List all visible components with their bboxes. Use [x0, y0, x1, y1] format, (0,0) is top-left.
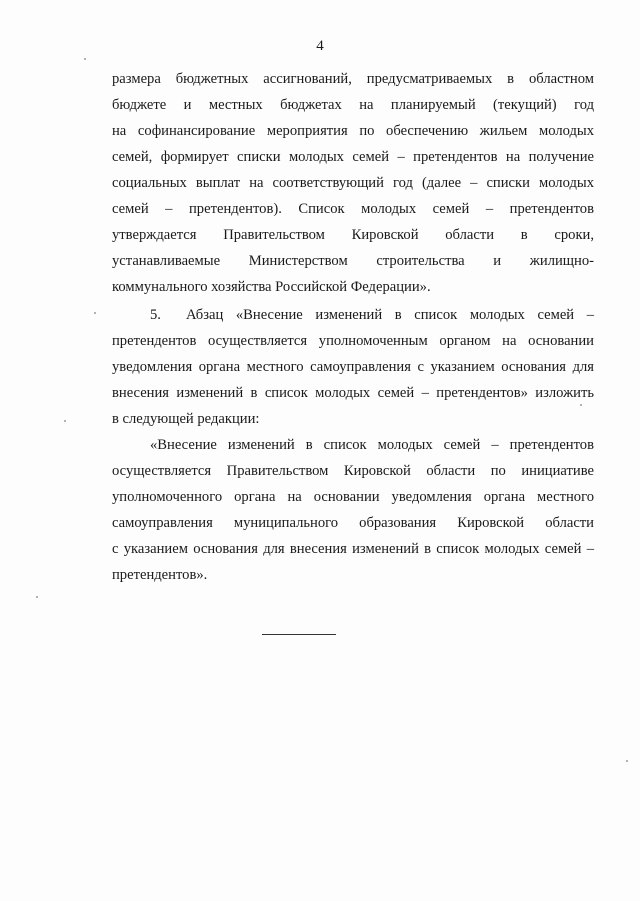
item-5-line: уведомления органа местного самоуправления с указанием основания для	[112, 359, 594, 375]
scan-speck	[94, 312, 96, 314]
quote-line: уполномоченного органа на основании уведомления органа местного	[112, 489, 594, 505]
paragraph-line: бюджете и местных бюджетах на планируемый (текущий) год	[112, 97, 594, 113]
page-number: 4	[316, 38, 324, 54]
item-5-heading-text: Абзац «Внесение изменений в список молодых семей –	[186, 307, 594, 323]
paragraph-line: утверждается Правительством Кировской области в сроки,	[112, 227, 594, 243]
paragraph-line: социальных выплат на соответствующий год (далее – списки молодых	[112, 175, 594, 191]
item-5-first-line	[0, 302, 640, 328]
item-5-line: претендентов осуществляется уполномоченным органом на основании	[112, 333, 594, 349]
scan-speck	[626, 760, 628, 762]
paragraph-line: семей, формирует списки молодых семей – претендентов на получение	[112, 149, 594, 165]
paragraph-line: размера бюджетных ассигнований, предусматриваемых в областном	[112, 71, 594, 87]
scan-speck	[64, 420, 66, 422]
quote-line-last: претендентов».	[112, 567, 208, 583]
quote-line: осуществляется Правительством Кировской области по инициативе	[112, 463, 594, 479]
quote-line: с указанием основания для внесения изменений в список молодых семей –	[112, 541, 594, 557]
paragraph-line: устанавливаемые Министерством строительства и жилищно-	[112, 253, 594, 269]
scan-speck	[84, 58, 86, 60]
item-5-line: внесения изменений в список молодых семей – претендентов» изложить	[112, 385, 594, 401]
quote-line: самоуправления муниципального образования Кировской области	[112, 515, 594, 531]
quote-first-line: «Внесение изменений в список молодых семей – претендентов	[150, 437, 594, 453]
closing-rule	[262, 634, 336, 635]
scan-speck	[580, 404, 582, 406]
item-5-line-last: в следующей редакции:	[112, 411, 260, 427]
paragraph-line: семей – претендентов). Список молодых семей – претендентов	[112, 201, 594, 217]
scan-speck	[36, 596, 38, 598]
paragraph-line-last: коммунального хозяйства Российской Федерации».	[112, 279, 431, 295]
paragraph-line: на софинансирование мероприятия по обеспечению жильем молодых	[112, 123, 594, 139]
item-number: 5.	[150, 307, 161, 323]
